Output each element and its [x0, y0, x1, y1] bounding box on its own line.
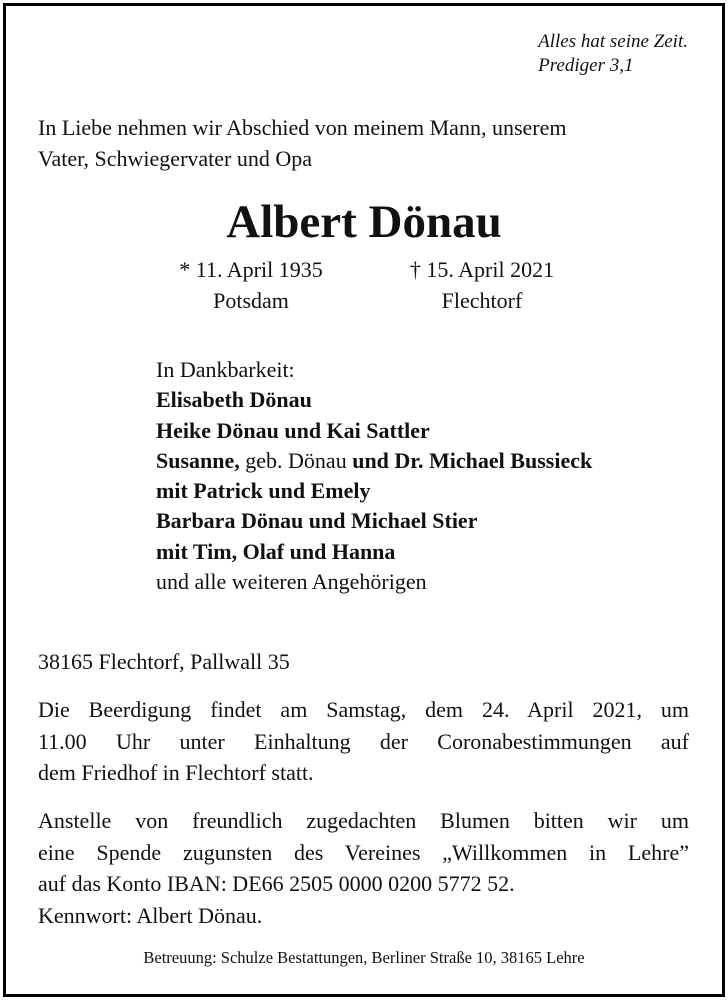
mourner-line: und alle weiteren Angehörigen: [156, 569, 427, 595]
donation-line: Anstelle von freundlich zugedachten Blumen bitten wir um: [38, 808, 689, 833]
mourners-list: [156, 355, 592, 597]
mourner-line: [156, 446, 592, 476]
intro-text: [38, 112, 566, 174]
funeral-line: Die Beerdigung findet am Samstag, dem 24. April 2021, um: [38, 697, 689, 722]
mourner-line: Elisabeth Dönau: [156, 387, 312, 413]
intro-line-1: In Liebe nehmen wir Abschied von meinem Mann, unserem: [38, 115, 567, 140]
verse-reference: Prediger 3,1: [538, 55, 634, 76]
mourner-line: Heike Dönau und Kai Sattler: [156, 417, 430, 443]
donation-line: Kennwort: Albert Dönau.: [38, 902, 263, 928]
mourners-heading: In Dankbarkeit:: [156, 357, 295, 382]
deceased-name: Albert Dönau: [226, 196, 502, 248]
donation-line: auf das Konto IBAN: DE66 2505 0000 0200 5772 52.: [38, 871, 515, 896]
birth-info: [156, 254, 346, 316]
mourner-line: mit Tim, Olaf und Hanna: [156, 538, 396, 564]
death-date: † 15. April 2021: [409, 257, 555, 282]
mourner-maiden-name: geb. Dönau: [239, 447, 353, 473]
intro-line-2: Vater, Schwiegervater und Opa: [38, 146, 313, 171]
mourner-line: Barbara Dönau und Michael Stier: [156, 508, 478, 534]
death-place: Flechtorf: [441, 288, 523, 313]
funeral-line: 11.00 Uhr unter Einhaltung der Coronabestimmungen auf: [38, 728, 689, 754]
donation-line: eine Spende zugunsten des Vereines „Willkommen in Lehre”: [38, 839, 689, 865]
mourner-line: mit Patrick und Emely: [156, 478, 371, 504]
death-info: [382, 254, 582, 316]
mourner-name: Susanne,: [156, 447, 240, 473]
bible-verse: [538, 30, 688, 78]
family-address: 38165 Flechtorf, Pallwall 35: [38, 649, 290, 674]
donation-info: [38, 805, 689, 931]
funeral-line: dem Friedhof in Flechtorf statt.: [38, 760, 314, 785]
mourner-partner: und Dr. Michael Bussieck: [352, 447, 593, 473]
funeral-info: [38, 694, 689, 789]
birth-place: Potsdam: [213, 288, 289, 313]
verse-text: Alles hat seine Zeit.: [538, 31, 688, 52]
funeral-home-credit: Betreuung: Schulze Bestattungen, Berliner Straße 10, 38165 Lehre: [143, 948, 585, 967]
birth-date: * 11. April 1935: [179, 257, 323, 282]
